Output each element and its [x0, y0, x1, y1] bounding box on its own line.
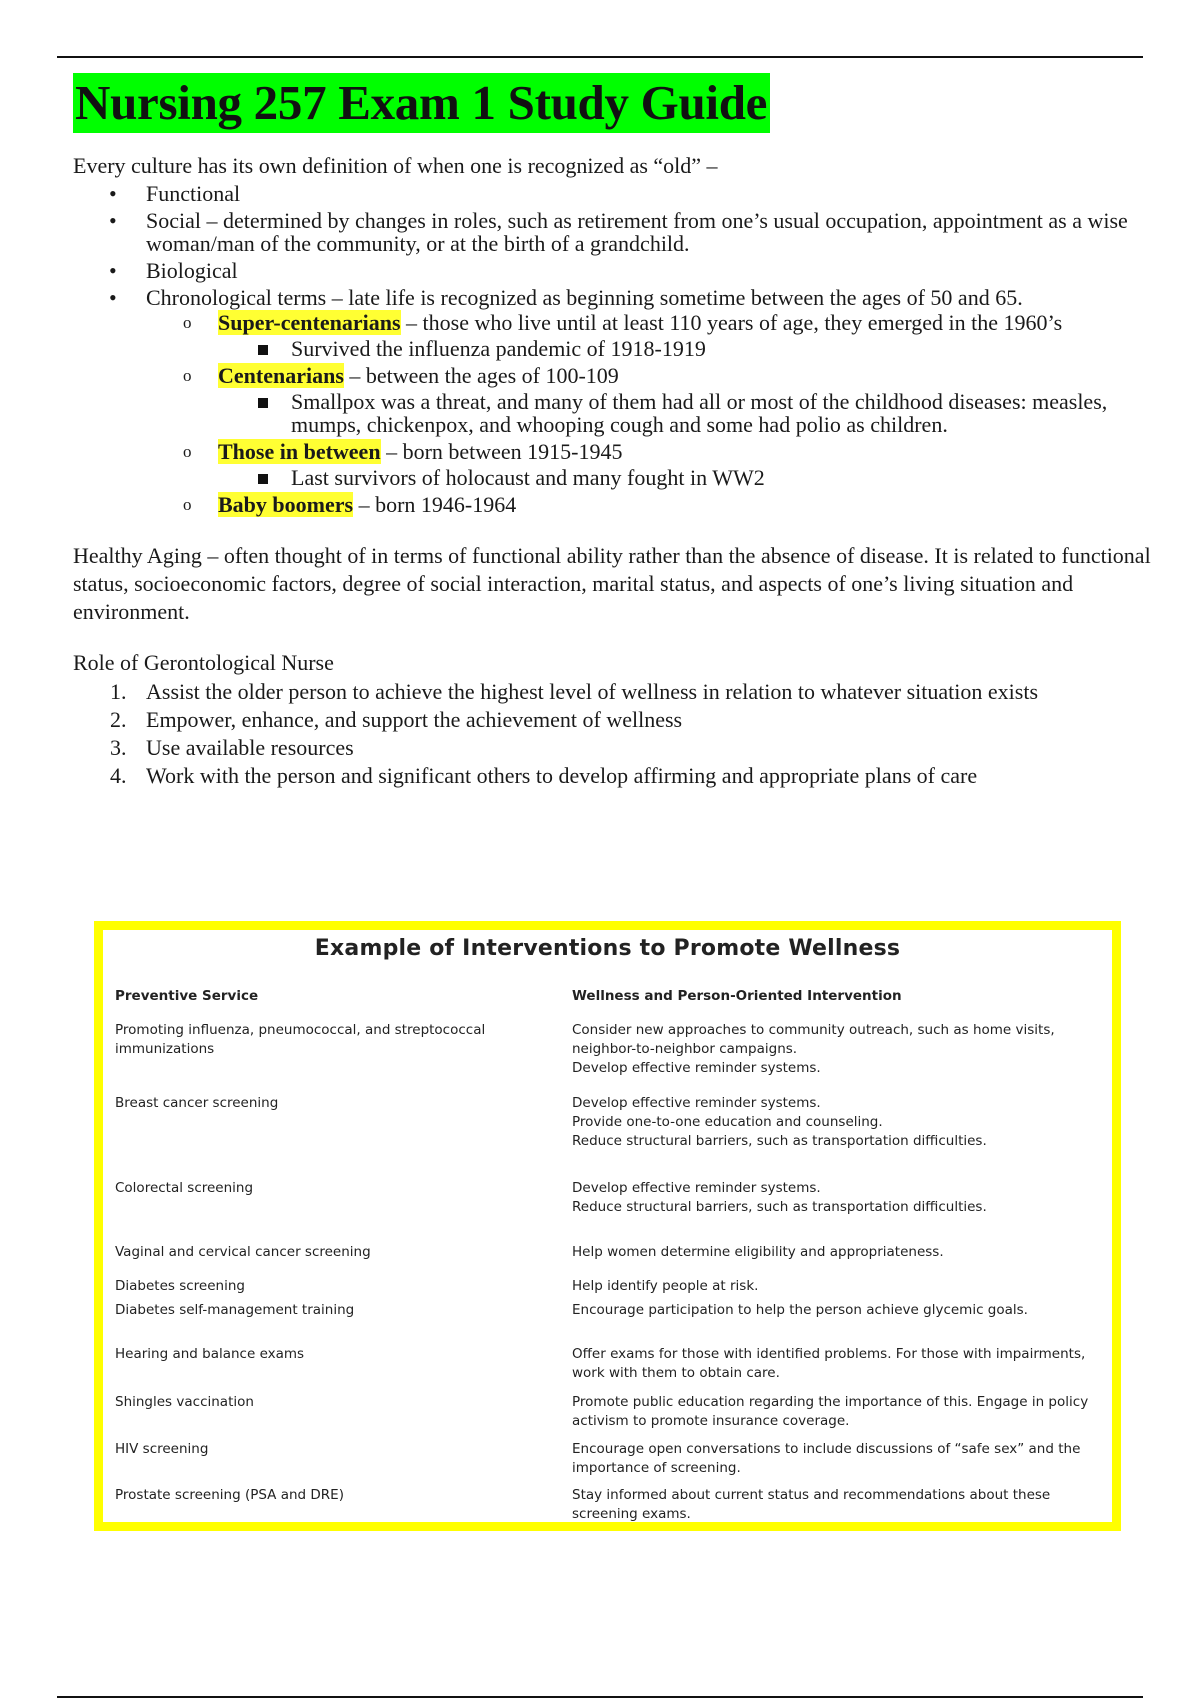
- definition-list: [73, 182, 1168, 516]
- list-item-social: • Social – determined by changes in roles, such as retirement from one’s usual occupation, appointment as a wise woman/man of the community, or at the birth of a grandchild.: [73, 209, 1168, 255]
- role-item-text: Work with the person and significant others to develop affirming and appropriate plans of care: [146, 763, 978, 788]
- role-item-number: 4.: [110, 763, 127, 788]
- role-item: [73, 678, 1168, 706]
- age-group-detail: Smallpox was a threat, and many of them had all or most of the childhood diseases: measles, mumps, chickenpox, and whooping cough and some had polio as children.: [73, 390, 1168, 436]
- role-item-text: Use available resources: [146, 735, 354, 760]
- intervention-cell: Help identify people at risk.: [572, 1278, 759, 1294]
- table-title: Example of Interventions to Promote Wellness: [314, 936, 901, 961]
- intervention-cell: Encourage open conversations to include discussions of “safe sex” and the importance of screening.: [572, 1441, 1081, 1476]
- list-item-biological: • Biological: [73, 259, 1168, 282]
- age-group-term: Those in between: [218, 439, 381, 464]
- service-cell: Promoting influenza, pneumococcal, and streptococcal immunizations: [115, 1022, 486, 1057]
- age-group-desc: – between the ages of 100-109: [343, 363, 619, 388]
- table-header-service: Preventive Service: [115, 988, 259, 1004]
- intervention-cell: Consider new approaches to community outreach, such as home visits, neighbor-to-neighbor campaigns. Develop effective reminder systems.: [572, 1022, 1055, 1076]
- age-group-detail: Last survivors of holocaust and many fought in WW2: [73, 466, 1168, 489]
- table-header-intervention: Wellness and Person-Oriented Intervention: [572, 988, 902, 1004]
- role-item-text: Empower, enhance, and support the achievement of wellness: [146, 707, 683, 732]
- age-group-desc: – those who live until at least 110 years of age, they emerged in the 1960’s: [400, 310, 1063, 335]
- list-item-chronological: [73, 286, 1168, 516]
- service-cell: Diabetes self-management training: [115, 1302, 355, 1318]
- service-cell: Hearing and balance exams: [115, 1346, 305, 1362]
- age-group-item: [73, 493, 1168, 516]
- top-rule: [57, 56, 1143, 58]
- age-group-desc: – born between 1915-1945: [380, 439, 623, 464]
- age-group-item: [73, 364, 1168, 436]
- role-item: [73, 706, 1168, 734]
- list-item-functional: • Functional: [73, 182, 1168, 205]
- age-group-list: [146, 311, 1168, 516]
- age-group-term: Centenarians: [218, 363, 344, 388]
- role-item: [73, 734, 1168, 762]
- age-group-term: Super-centenarians: [218, 310, 401, 335]
- age-group-term: Baby boomers: [218, 492, 354, 517]
- age-group-desc: – born 1946-1964: [353, 492, 517, 517]
- service-cell: HIV screening: [115, 1441, 209, 1457]
- healthy-aging-paragraph: Healthy Aging – often thought of in terms of functional ability rather than the absence of disease. It is related to functional status, socioeconomic factors, degree of social interaction, marital status, and aspects of one’s living situation and environment.: [73, 543, 1151, 624]
- intervention-cell: Develop effective reminder systems. Provide one-to-one education and counseling. Reduce structural barriers, such as transportation difficulties.: [572, 1095, 987, 1149]
- intervention-cell: Promote public education regarding the importance of this. Engage in policy activism to promote insurance coverage.: [572, 1394, 1089, 1429]
- role-heading: Role of Gerontological Nurse: [73, 650, 334, 675]
- age-group-item: [73, 440, 1168, 489]
- bottom-rule: [57, 1696, 1143, 1698]
- service-cell: Diabetes screening: [115, 1278, 245, 1294]
- service-cell: Colorectal screening: [115, 1180, 254, 1196]
- intervention-cell: Offer exams for those with identified problems. For those with impairments, work with them to obtain care.: [572, 1346, 1086, 1381]
- intervention-cell: Help women determine eligibility and appropriateness.: [572, 1244, 944, 1260]
- role-item-text: Assist the older person to achieve the highest level of wellness in relation to whatever situation exists: [146, 679, 1039, 704]
- intro-text: Every culture has its own definition of when one is recognized as “old” –: [73, 153, 718, 178]
- role-item-number: 2.: [110, 707, 127, 732]
- age-group-item: [73, 311, 1168, 360]
- service-cell: Breast cancer screening: [115, 1095, 279, 1111]
- role-item-number: 3.: [110, 735, 127, 760]
- chronological-text: Chronological terms – late life is recognized as beginning sometime between the ages of 50 and 65.: [146, 285, 1023, 310]
- service-cell: Vaginal and cervical cancer screening: [115, 1244, 371, 1260]
- service-cell: Prostate screening (PSA and DRE): [115, 1487, 344, 1503]
- service-cell: Shingles vaccination: [115, 1394, 254, 1410]
- interventions-table: [94, 921, 1121, 1531]
- role-item: [73, 762, 1168, 790]
- intervention-cell: Encourage participation to help the person achieve glycemic goals.: [572, 1302, 1028, 1318]
- role-item-number: 1.: [110, 679, 127, 704]
- document-body: [73, 73, 1168, 790]
- page-title: Nursing 257 Exam 1 Study Guide: [73, 73, 770, 133]
- intervention-cell: Stay informed about current status and recommendations about these screening exams.: [572, 1487, 1051, 1522]
- role-list: [73, 678, 1168, 790]
- intervention-cell: Develop effective reminder systems. Reduce structural barriers, such as transportation difficulties.: [572, 1180, 987, 1215]
- age-group-detail: Survived the influenza pandemic of 1918-1919: [73, 337, 1168, 360]
